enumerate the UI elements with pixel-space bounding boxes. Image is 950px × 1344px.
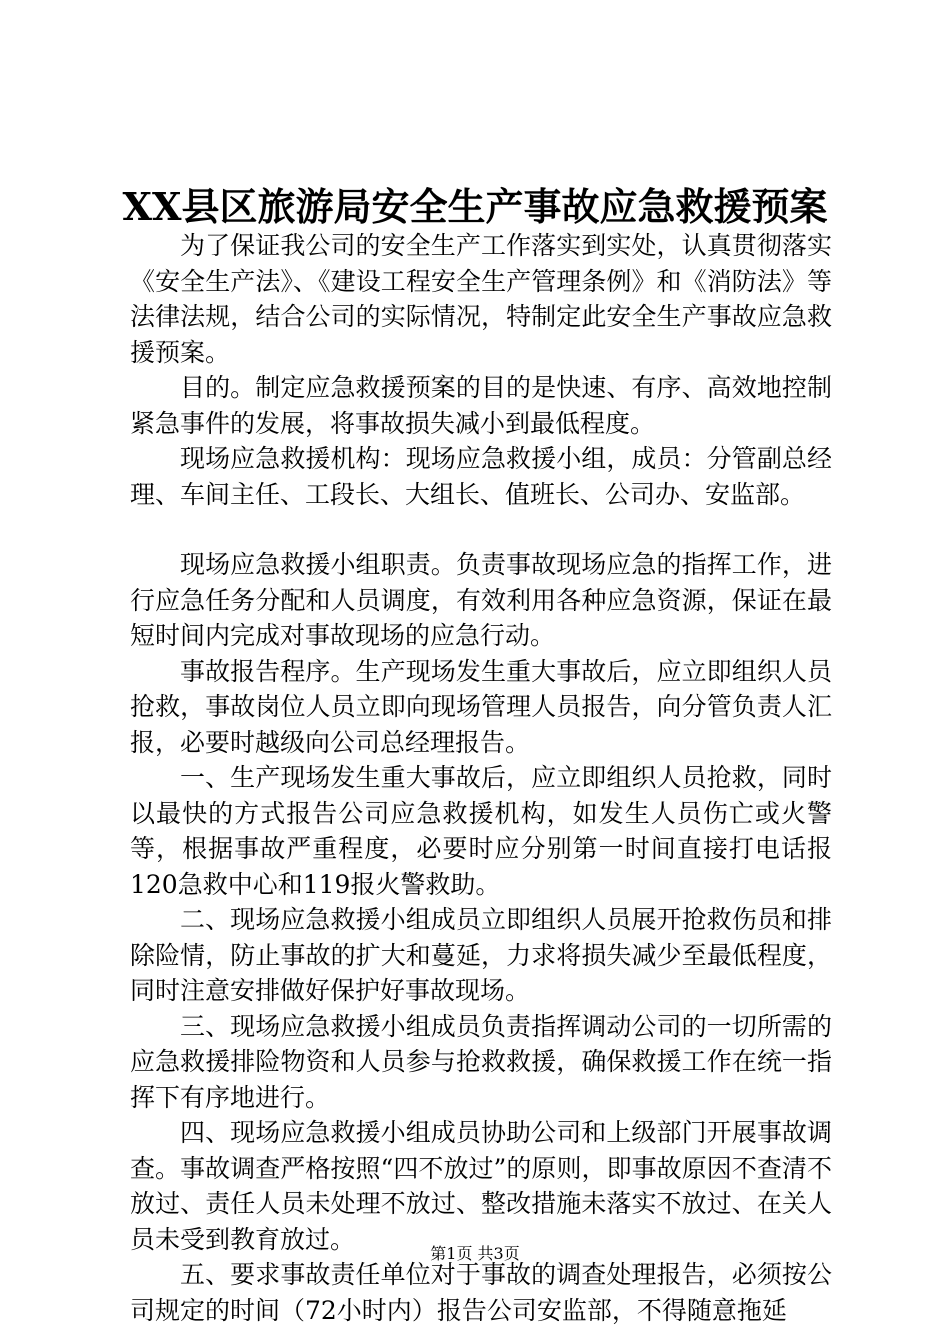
page-footer: 第1页 共3页 <box>430 1244 520 1263</box>
paragraph-organization: 现场应急救援机构：现场应急救援小组，成员：分管副总经理、车间主任、工段长、大组长、值班长、公司办、安监部。 <box>130 444 832 509</box>
paragraph-report-procedure: 事故报告程序。生产现场发生重大事故后，应立即组织人员抢救，事故岗位人员立即向现场管理人员报告，向分管负责人汇报，必要时越级向公司总经理报告。 <box>130 656 832 757</box>
paragraph-item-1: 一、生产现场发生重大事故后，应立即组织人员抢救，同时以最快的方式报告公司应急救援机构，如发生人员伤亡或火警等，根据事故严重程度，必要时应分别第一时间直接打电话报120急救中心和119报火警救助。 <box>130 763 832 899</box>
document-title: XX县区旅游局安全生产事故应急救援预案 <box>122 184 828 229</box>
paragraph-item-4: 四、现场应急救援小组成员协助公司和上级部门开展事故调查。事故调查严格按照“四不放过”的原则，即事故原因不查清不放过、责任人员未处理不放过、整改措施未落实不放过、在关人员未受到教育放过。 <box>130 1118 832 1254</box>
paragraph-item-5: 五、要求事故责任单位对于事故的调查处理报告，必须按公司规定的时间（72小时内）报告公司安监部，不得随意拖延 <box>130 1260 832 1325</box>
paragraph-purpose: 目的。制定应急救援预案的目的是快速、有序、高效地控制紧急事件的发展，将事故损失减小到最低程度。 <box>130 373 832 438</box>
paragraph-intro: 为了保证我公司的安全生产工作落实到实处，认真贯彻落实《安全生产法》、《建设工程安全生产管理条例》和《消防法》等法律法规，结合公司的实际情况，特制定此安全生产事故应急救援预案。 <box>130 231 832 367</box>
paragraph-item-3: 三、现场应急救援小组成员负责指挥调动公司的一切所需的应急救援排险物资和人员参与抢救救援，确保救援工作在统一指挥下有序地进行。 <box>130 1011 832 1112</box>
paragraph-item-2: 二、现场应急救援小组成员立即组织人员展开抢救伤员和排除险情，防止事故的扩大和蔓延，力求将损失减少至最低程度，同时注意安排做好保护好事故现场。 <box>130 905 832 1005</box>
document-body <box>130 228 832 1328</box>
paragraph-duties: 现场应急救援小组职责。负责事故现场应急的指挥工作，进行应急任务分配和人员调度，有效利用各种应急资源，保证在最短时间内完成对事故现场的应急行动。 <box>130 550 832 650</box>
